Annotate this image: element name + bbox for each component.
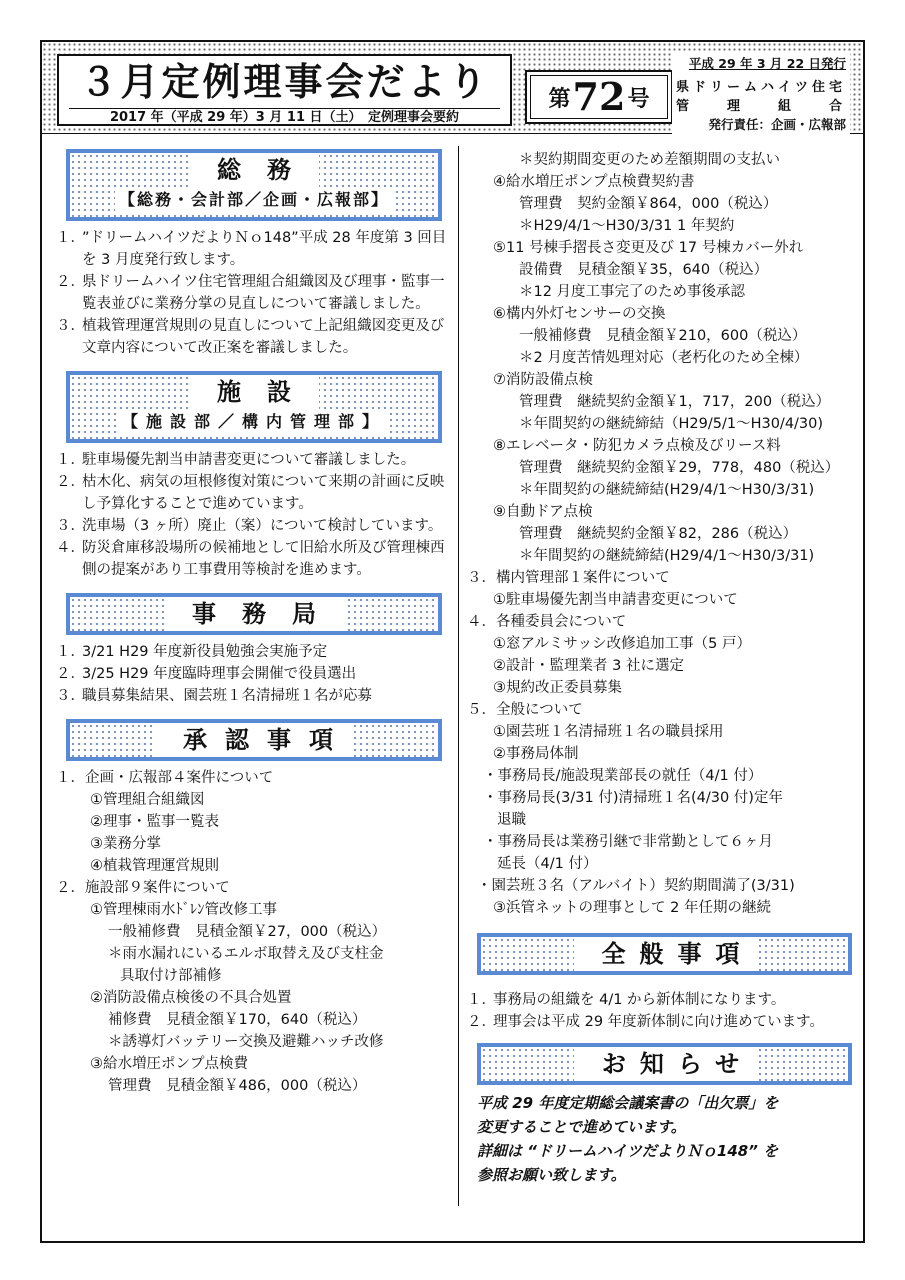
list-item: 補修費 見積金額￥170，640（税込） (108, 1012, 367, 1028)
newsletter-title: ３月定例理事会だより (79, 59, 490, 104)
list-item: ④植栽管理運営規則 (90, 858, 219, 874)
list-item: 管理費 継続契約金額￥29，778，480（税込） (519, 460, 840, 476)
list-item: 設備費 見積金額￥35，640（税込） (519, 262, 769, 278)
section-header-zenpan (477, 933, 852, 975)
list-item: ⑤11 号棟手摺長さ変更及び 17 号棟カバー外れ (493, 240, 804, 256)
section-header-somu (66, 149, 442, 221)
section-title: 総務 (189, 153, 319, 187)
list-item: ３． 洗車場（3 ヶ所）廃止（案）について検討しています。 (56, 518, 443, 534)
list-item: 管理費 継続契約金額￥82，286（税込） (519, 526, 798, 542)
section-title: 施設 (189, 375, 319, 409)
list-item: ４．各種委員会について (467, 614, 627, 630)
list-item: １． ”ドリームハイツだよりＮｏ148”平成 28 年度第 3 回目を 3 月度発行致します。 (56, 230, 447, 268)
list-item: ・事務局長/施設現業部長の就任（4/1 付） (483, 768, 763, 784)
notice-line: 変更することで進めています。 (477, 1118, 686, 1136)
list-item: 延長（4/1 付） (497, 856, 598, 872)
list-item: ⑧エレベータ・防犯カメラ点検及びリース料 (493, 438, 781, 454)
publisher-org: 県ドリームハイツ住宅管理組合 (676, 80, 847, 114)
newsletter-subtitle: 2017 年（平成 29 年）3 月 11 日（土） 定例理事会要約 (69, 108, 500, 126)
list-item: 管理費 見積金額￥486，000（税込） (108, 1078, 367, 1094)
list-item: ⑨自動ドア点検 (493, 504, 593, 520)
jimukyoku-list (56, 641, 452, 707)
section-subtitle: 【総務・会計部／企画・広報部】 (115, 187, 393, 213)
list-item: ２． 3/25 H29 年度臨時理事会開催で役員選出 (56, 666, 357, 682)
notice-line: 平成 29 年度定期総会議案書の「出欠票」を (477, 1094, 779, 1112)
publish-date: 平成 29 年 3 月 22 日発行 (688, 56, 846, 71)
section-subtitle: 【施設部／構内管理部】 (118, 409, 390, 435)
list-item: ⑦消防設備点検 (493, 372, 593, 388)
section-header-oshirase (477, 1043, 852, 1085)
list-item: ④給水増圧ポンプ点検費契約書 (493, 174, 695, 190)
list-item: ②理事・監事一覧表 (90, 814, 219, 830)
title-box (57, 54, 512, 126)
shonin-list-right (467, 149, 862, 919)
section-title: 承認事項 (155, 723, 353, 757)
list-item: ＊年間契約の継続締結(H29/4/1～H30/3/31) (519, 482, 815, 498)
notice-text (467, 1091, 862, 1187)
list-item: ＊H29/4/1～H30/3/31 1 年契約 (519, 218, 735, 234)
list-item: １． 事務局の組織を 4/1 から新体制になります。 (467, 992, 786, 1008)
list-item: ＊雨水漏れにいるエルボ取替え及び支柱金 (108, 946, 384, 962)
section-header-shonin (66, 719, 442, 761)
list-item: 管理費 継続契約金額￥1，717，200（税込） (519, 394, 831, 410)
header (42, 42, 863, 134)
somu-list (56, 227, 452, 359)
list-item: ３．構内管理部１案件について (467, 570, 670, 586)
column-divider (458, 146, 459, 1206)
list-item: ②事務局体制 (493, 746, 579, 762)
list-item: ②消防設備点検後の不具合処置 (90, 990, 292, 1006)
section-header-shisetsu (66, 371, 442, 443)
list-item: ２．施設部９案件について (56, 880, 230, 896)
publisher-info (672, 52, 850, 135)
list-item: ①管理組合組織図 (90, 792, 205, 808)
list-item: ２． 県ドリームハイツ住宅管理組合組織図及び理事・監事一覧表並びに業務分掌の見直しについて審議しました。 (56, 274, 445, 312)
list-item: ⑥構内外灯センサーの交換 (493, 306, 666, 322)
issue-prefix: 第 (548, 85, 571, 112)
list-item: 退職 (497, 812, 526, 828)
list-item: 一般補修費 見積金額￥210，600（税込） (519, 328, 807, 344)
list-item: ＊2 月度苦情処理対応（老朽化のため全棟） (519, 350, 809, 366)
list-item: ４． 防災倉庫移設場所の候補地として旧給水所及び管理棟西側の提案があり工事費用等検討を進めます。 (56, 540, 445, 578)
list-item: ２． 理事会は平成 29 年度新体制に向け進めています。 (467, 1014, 825, 1030)
list-item: ２． 枯木化、病気の垣根修復対策について来期の計画に反映し予算化することで進めています。 (56, 474, 445, 512)
notice-line: 詳細は “ドリームハイツだよりＮｏ148” を (477, 1142, 779, 1160)
list-item: １． 駐車場優先割当申請書変更について審議しました。 (56, 452, 416, 468)
list-item: ・事務局長(3/31 付)清掃班１名(4/30 付)定年 (483, 790, 783, 806)
shonin-list-left (56, 767, 452, 1097)
list-item: ５．全般について (467, 702, 583, 718)
list-item: ・園芸班３名（アルバイト）契約期間満了(3/31) (477, 878, 795, 894)
list-item: ②設計・監理業者 3 社に選定 (493, 658, 684, 674)
list-item: 管理費 契約金額￥864，000（税込） (519, 196, 778, 212)
newsletter-frame (40, 40, 865, 1243)
zenpan-list (467, 989, 862, 1033)
list-item: ＊誘導灯バッテリー交換及避難ハッチ改修 (108, 1034, 384, 1050)
list-item: ①園芸班１名清掃班１名の職員採用 (493, 724, 724, 740)
section-title: お知らせ (574, 1047, 755, 1081)
list-item: １．企画・広報部４案件について (56, 770, 274, 786)
list-item: ＊契約期間変更のため差額期間の支払い (519, 152, 780, 168)
shisetsu-list (56, 449, 452, 581)
publisher-responsibility: 発行責任：企画・広報部 (708, 117, 846, 132)
list-item: ①管理棟雨水ﾄﾞﾚﾝ管改修工事 (90, 902, 277, 918)
list-item: １． 3/21 H29 年度新役員勉強会実施予定 (56, 644, 328, 660)
notice-line: 参照お願い致します。 (477, 1166, 626, 1184)
list-item: ＊年間契約の継続締結(H29/4/1～H30/3/31) (519, 548, 815, 564)
list-item: ③給水増圧ポンプ点検費 (90, 1056, 248, 1072)
list-item: ・事務局長は業務引継で非常勤として６ヶ月 (483, 834, 773, 850)
list-item: ③業務分掌 (90, 836, 161, 852)
list-item: ③浜管ネットの理事として 2 年任期の継続 (493, 900, 771, 916)
section-title: 全般事項 (574, 937, 756, 971)
list-item: ③規約改正委員募集 (493, 680, 622, 696)
issue-number: 72 (572, 74, 626, 119)
list-item: ＊12 月度工事完了のため事後承認 (519, 284, 746, 300)
right-column (467, 137, 862, 1187)
left-column (56, 137, 452, 1097)
section-title: 事務局 (164, 597, 344, 631)
list-item: ①駐車場優先割当申請書変更について (493, 592, 738, 608)
list-item: 一般補修費 見積金額￥27，000（税込） (108, 924, 387, 940)
issue-suffix: 号 (627, 85, 650, 112)
list-item: ３． 植栽管理運営規則の見直しについて上記組織図変更及び文章内容について改正案を審議しました。 (56, 318, 445, 356)
list-item: ①窓アルミサッシ改修追加工事（5 戸） (493, 636, 751, 652)
section-header-jimukyoku (66, 593, 442, 635)
list-item: 具取付け部補修 (120, 968, 222, 984)
list-item: ＊年間契約の継続締結（H29/5/1～H30/4/30) (519, 416, 824, 432)
issue-number-box (525, 70, 673, 124)
list-item: ３． 職員募集結果、園芸班１名清掃班１名が応募 (56, 688, 372, 704)
